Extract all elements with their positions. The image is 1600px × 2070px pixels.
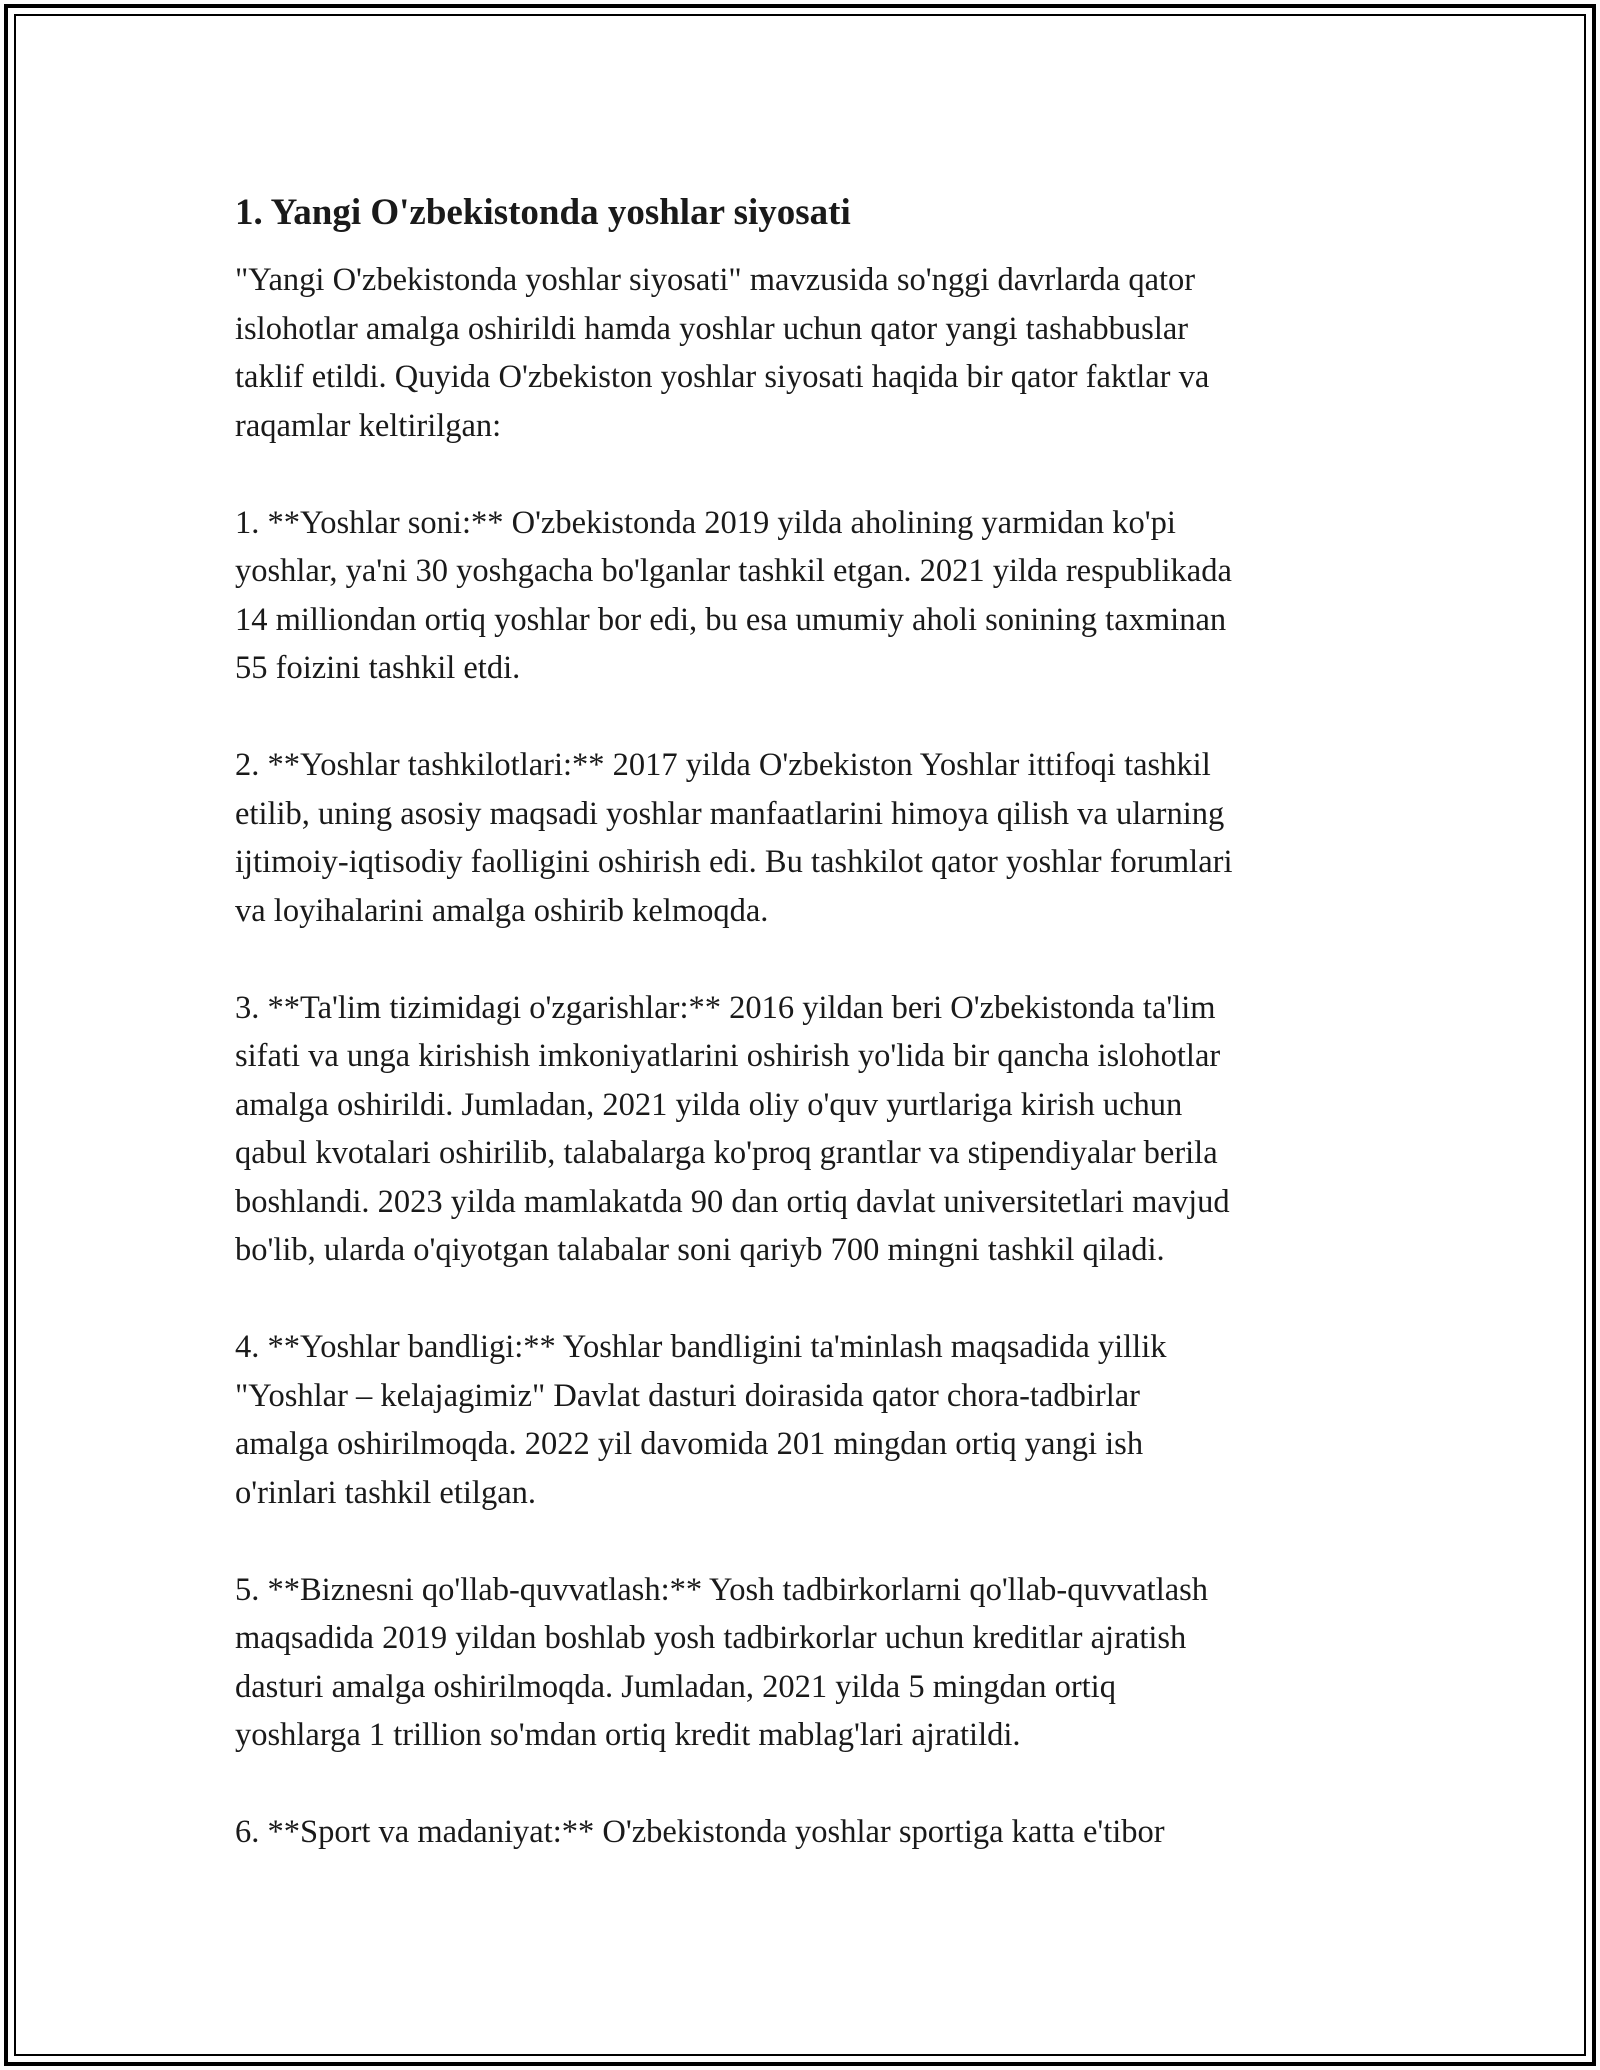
text-line: ijtimoiy-iqtisodiy faolligini oshirish edi. Bu tashkilot qator yoshlar forumlari [235, 844, 1233, 880]
document-body [235, 186, 1375, 1905]
text-line: va loyihalarini amalga oshirib kelmoqda. [235, 892, 769, 929]
text-line: 5. **Biznesni qo'llab-quvvatlash:** Yosh tadbirkorlarni qo'llab-quvvatlash [235, 1571, 1209, 1608]
text-line: 3. **Ta'lim tizimidagi o'zgarishlar:** 2016 yildan beri O'zbekistonda ta'lim [235, 989, 1216, 1026]
text-line: qabul kvotalari oshirilib, talabalarga ko'proq grantlar va stipendiyalar berila [235, 1135, 1218, 1171]
list-item-sport-culture [235, 1808, 1375, 1857]
list-item-education-changes [235, 984, 1375, 1275]
list-item-youth-count [235, 499, 1375, 693]
list-item-youth-employment [235, 1323, 1375, 1517]
text-line: "Yoshlar – kelajagimiz" Davlat dasturi doirasida qator chora-tadbirlar [235, 1377, 1140, 1414]
text-line: raqamlar keltirilgan: [235, 407, 502, 444]
text-line: islohotlar amalga oshirildi hamda yoshlar uchun qator yangi tashabbuslar [235, 310, 1189, 347]
text-line: "Yangi O'zbekistonda yoshlar siyosati" mavzusida so'nggi davrlarda qator [235, 262, 1196, 298]
text-line: 6. **Sport va madaniyat:** O'zbekistonda yoshlar sportiga katta e'tibor [235, 1814, 1165, 1850]
text-line: taklif etildi. Quyida O'zbekiston yoshlar siyosati haqida bir qator faktlar va [235, 359, 1210, 395]
text-line: amalga oshirilmoqda. 2022 yil davomida 201 mingdan ortiq yangi ish [235, 1426, 1144, 1462]
text-line: etilib, uning asosiy maqsadi yoshlar manfaatlarini himoya qilish va ularning [235, 795, 1225, 832]
text-line: yoshlar, ya'ni 30 yoshgacha bo'lganlar tashkil etgan. 2021 yilda respublikada [235, 553, 1232, 589]
text-line: yoshlarga 1 trillion so'mdan ortiq kredit mablag'lari ajratildi. [235, 1717, 1021, 1753]
text-line: 55 foizini tashkil etdi. [235, 650, 521, 686]
list-item-business-support [235, 1566, 1375, 1760]
text-line: amalga oshirildi. Jumladan, 2021 yilda oliy o'quv yurtlariga kirish uchun [235, 1086, 1183, 1123]
text-line: sifati va unga kirishish imkoniyatlarini oshirish yo'lida bir qancha islohotlar [235, 1038, 1221, 1074]
text-line: o'rinlari tashkil etilgan. [235, 1474, 536, 1511]
text-line: boshlandi. 2023 yilda mamlakatda 90 dan ortiq davlat universitetlari mavjud [235, 1183, 1230, 1220]
text-line: 14 milliondan ortiq yoshlar bor edi, bu esa umumiy aholi sonining taxminan [235, 601, 1227, 638]
text-line: dasturi amalga oshirilmoqda. Jumladan, 2021 yilda 5 mingdan ortiq [235, 1668, 1116, 1705]
text-line: 4. **Yoshlar bandligi:** Yoshlar bandligini ta'minlash maqsadida yillik [235, 1329, 1167, 1365]
text-line: maqsadida 2019 yildan boshlab yosh tadbirkorlar uchun kreditlar ajratish [235, 1620, 1187, 1656]
intro-paragraph [235, 256, 1375, 450]
text-line: 2. **Yoshlar tashkilotlari:** 2017 yilda O'zbekiston Yoshlar ittifoqi tashkil [235, 747, 1211, 783]
section-heading: 1. Yangi O'zbekistonda yoshlar siyosati [235, 192, 851, 233]
text-line: bo'lib, ularda o'qiyotgan talabalar soni qariyb 700 mingni tashkil qiladi. [235, 1232, 1165, 1268]
text-line: 1. **Yoshlar soni:** O'zbekistonda 2019 yilda aholining yarmidan ko'pi [235, 504, 1176, 541]
list-item-youth-organizations [235, 741, 1375, 935]
